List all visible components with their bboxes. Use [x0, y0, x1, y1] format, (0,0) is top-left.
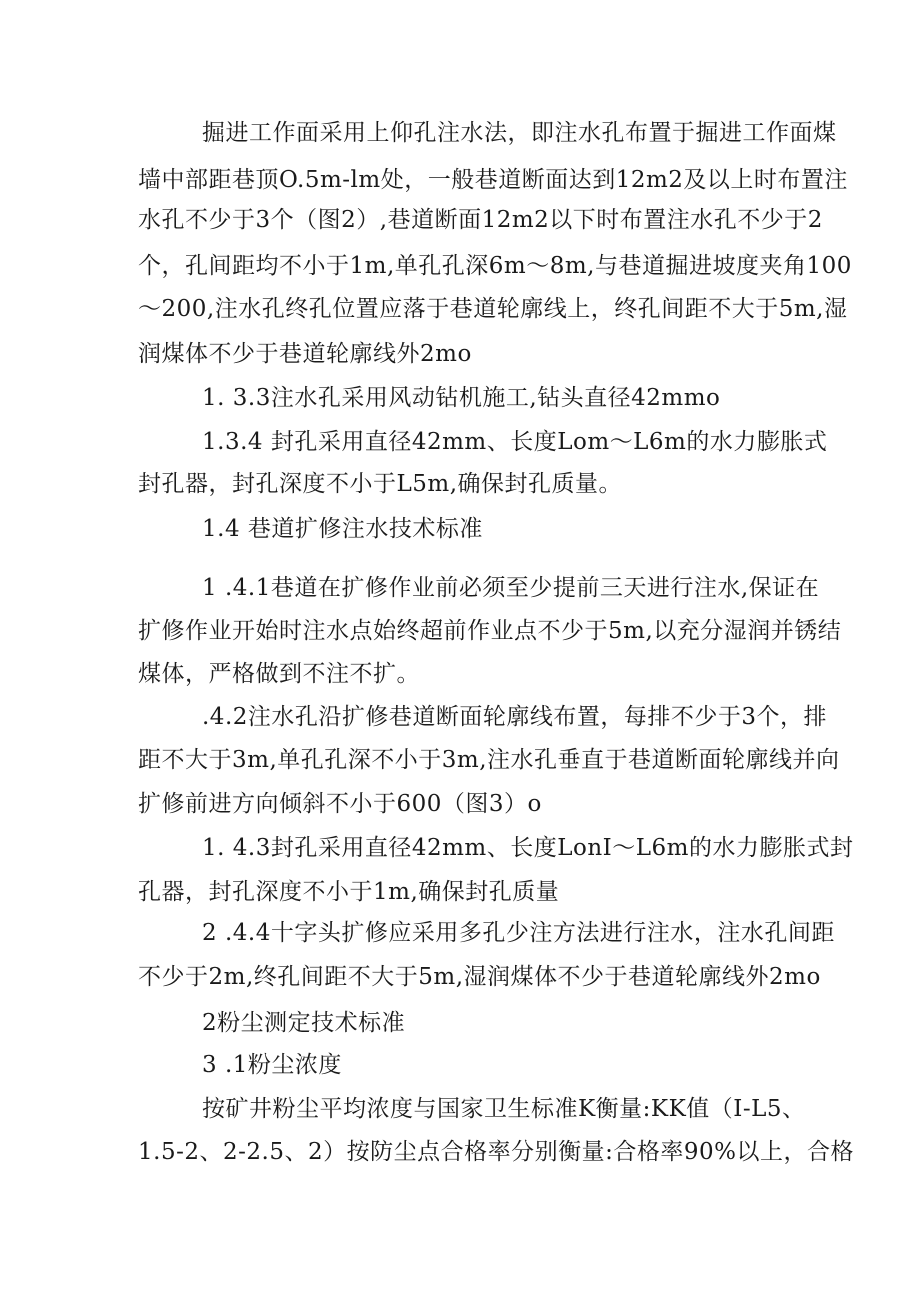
paragraph-line: ～200,注水孔终孔位置应落于巷道轮廓线上，终孔间距不大于5m,湿: [138, 296, 848, 322]
paragraph-line: 孔器，封孔深度不小于1m,确保封孔质量: [138, 879, 560, 905]
paragraph-line: 润煤体不少于巷道轮廓线外2mo: [138, 341, 472, 367]
paragraph-line: 1. 3.3注水孔采用风动钻机施工,钻头直径42mmo: [202, 385, 721, 411]
paragraph-line: 1. 4.3封孔采用直径42mm、长度LonI～L6m的水力膨胀式封: [202, 835, 854, 861]
subsection-heading: 3 .1粉尘浓度: [202, 1052, 342, 1078]
paragraph-line: .4.2注水孔沿扩修巷道断面轮廓线布置，每排不少于3个，排: [202, 704, 828, 730]
paragraph-line: 2 .4.4十字头扩修应采用多孔少注方法进行注水，注水孔间距: [202, 920, 835, 946]
section-heading: 1.4 巷道扩修注水技术标准: [202, 516, 483, 542]
paragraph-line: 按矿井粉尘平均浓度与国家卫生标准K衡量:KK值（I-L5、: [202, 1096, 806, 1122]
paragraph-line: 水孔不少于3个（图2）,巷道断面12m2以下时布置注水孔不少于2: [138, 207, 823, 233]
paragraph-line: 1.3.4 封孔采用直径42mm、长度Lom～L6m的水力膨胀式: [202, 429, 828, 455]
paragraph-line: 封孔器，封孔深度不小于L5m,确保封孔质量。: [138, 471, 623, 497]
paragraph-line: 掘进工作面采用上仰孔注水法，即注水孔布置于掘进工作面煤: [202, 120, 837, 146]
paragraph-line: 个，孔间距均不小于1m,单孔孔深6m～8m,与巷道掘进坡度夹角100: [138, 253, 852, 279]
paragraph-line: 不少于2m,终孔间距不大于5m,湿润煤体不少于巷道轮廓线外2mo: [138, 964, 821, 990]
paragraph-line: 距不大于3m,单孔孔深不小于3m,注水孔垂直于巷道断面轮廓线并向: [138, 747, 840, 773]
paragraph-line: 1.5-2、2-2.5、2）按防尘点合格率分别衡量:合格率90%以上，合格: [138, 1139, 854, 1165]
paragraph-line: 1 .4.1巷道在扩修作业前必须至少提前三天进行注水,保证在: [202, 575, 820, 601]
paragraph-line: 扩修前进方向倾斜不小于600（图3）o: [138, 791, 542, 817]
section-heading: 2粉尘测定技术标准: [202, 1010, 406, 1036]
paragraph-line: 煤体，严格做到不注不扩。: [138, 661, 420, 687]
paragraph-line: 墙中部距巷顶O.5m-lm处，一般巷道断面达到12m2及以上时布置注: [138, 167, 848, 193]
paragraph-line: 扩修作业开始时注水点始终超前作业点不少于5m,以充分湿润并锈结: [138, 618, 842, 644]
